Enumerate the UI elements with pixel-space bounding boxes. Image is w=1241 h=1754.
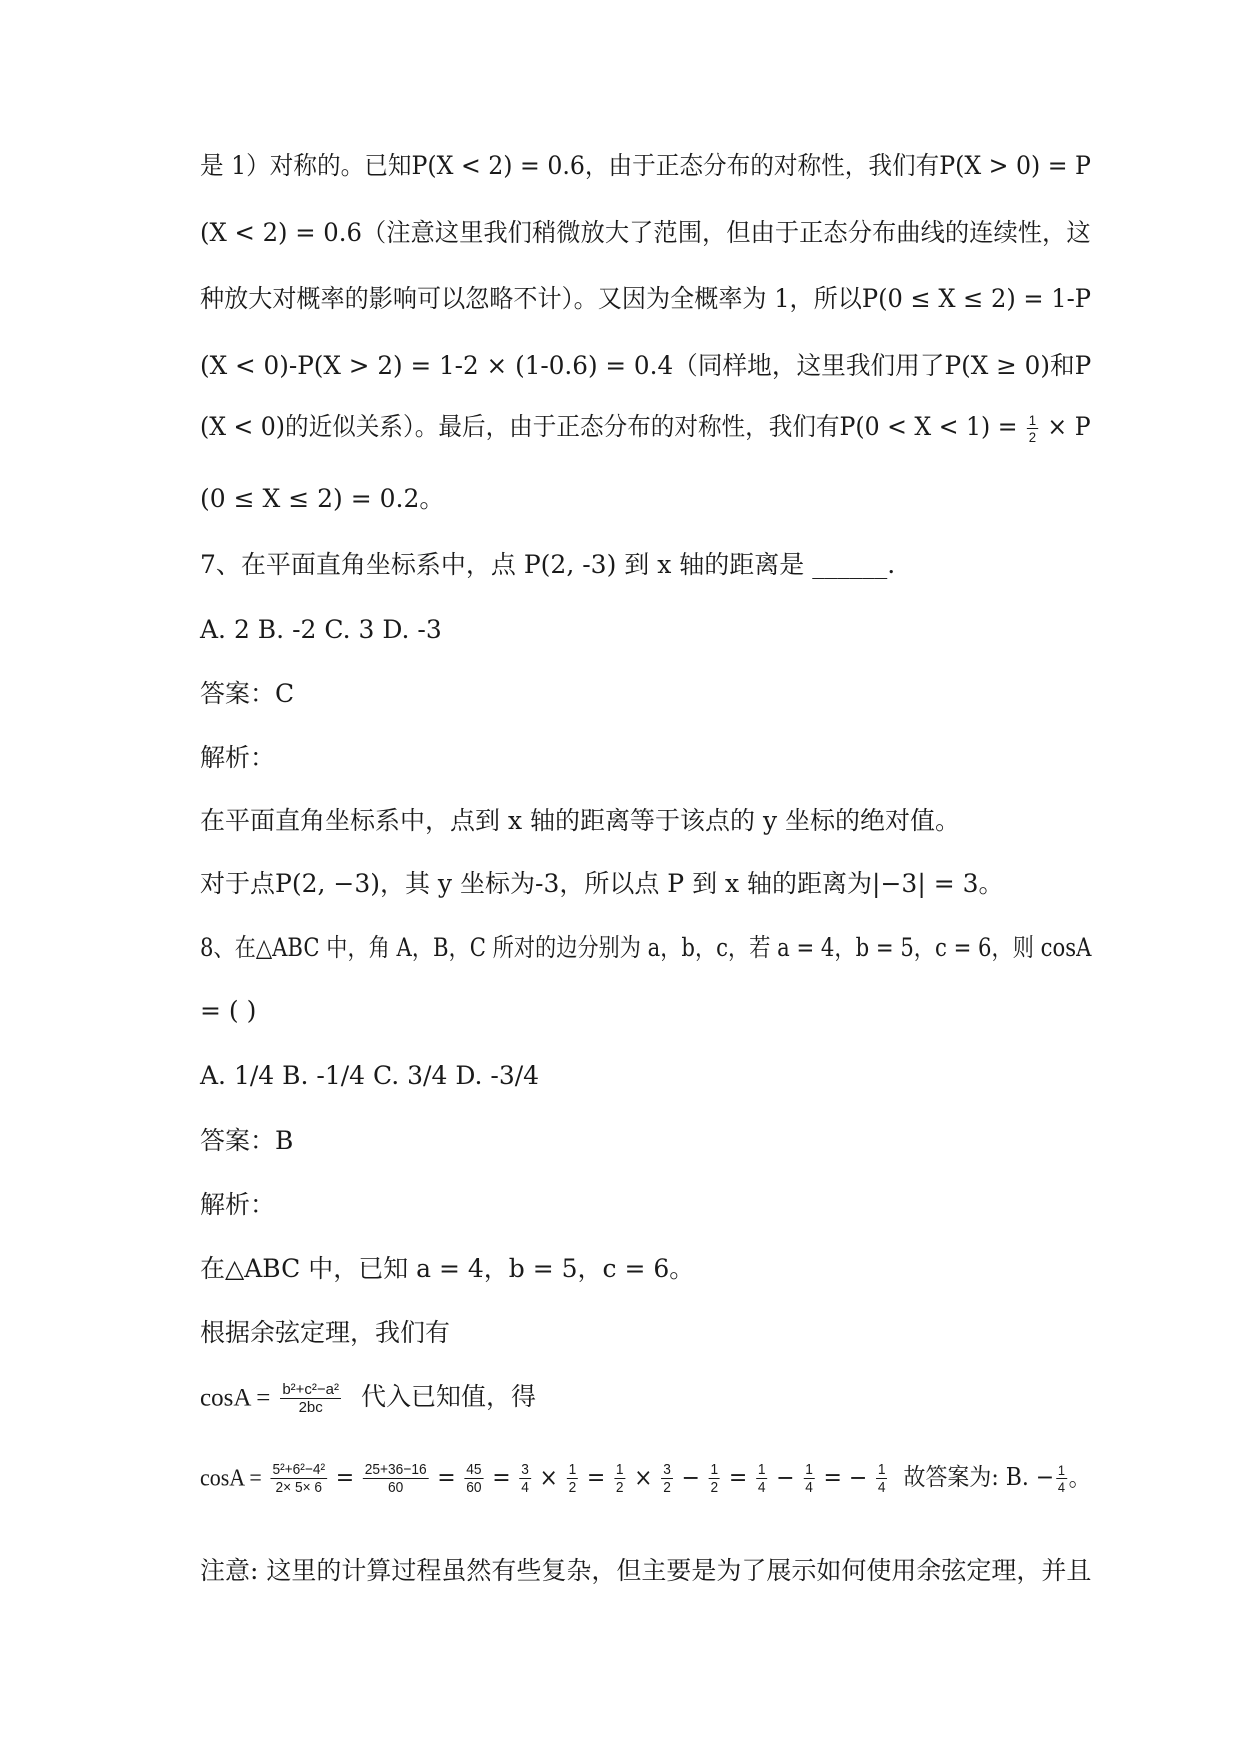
question-7-answer: 答案：C	[200, 679, 295, 708]
text-line: 是 1）对称的。已知P(X < 2) = 0.6，由于正态分布的对称性，我们有P(X > 0) = P	[200, 151, 1091, 180]
fraction	[876, 1461, 887, 1497]
fraction	[363, 1461, 428, 1497]
text-segment: × P	[1047, 412, 1091, 442]
fraction-numerator: 1	[710, 1461, 719, 1478]
fraction-denominator: 2	[663, 1479, 671, 1497]
fraction-numerator: 3	[521, 1461, 529, 1478]
question-7: 7、在平面直角坐标系中，点 P(2, -3) 到 x 轴的距离是 ______.	[200, 550, 896, 579]
minus-sign: −	[681, 1463, 700, 1492]
note-text: 注意: 这里的计算过程虽然有些复杂，但主要是为了展示如何使用余弦定理，并且	[200, 1556, 1092, 1585]
equals-sign: = −	[823, 1463, 868, 1492]
text-line: (X < 0)-P(X > 2) = 1-2 × (1-0.6) = 0.4（同样地，这里我们用了P(X ≥ 0)和P	[200, 351, 1092, 380]
fraction	[614, 1461, 625, 1497]
question-8-options: A. 1/4 B. -1/4 C. 3/4 D. -3/4	[200, 1061, 540, 1090]
fraction-numerator: 1	[757, 1461, 766, 1478]
question-7-options: A. 2 B. -2 C. 3 D. -3	[200, 615, 442, 644]
text-line: (0 ≤ X ≤ 2) = 0.2。	[200, 484, 445, 513]
fraction-denominator: 4	[805, 1479, 813, 1497]
question-8-answer: 答案：B	[200, 1126, 294, 1155]
answer-text-end: 。	[1068, 1463, 1091, 1492]
fraction-denominator: 2bc	[298, 1399, 323, 1417]
answer-text: 故答案为: B. −	[903, 1463, 1055, 1492]
fraction-numerator: b²+c²−a²	[282, 1381, 340, 1398]
question-7-analysis-label: 解析：	[200, 743, 276, 772]
equals-sign: =	[492, 1463, 511, 1492]
question-7-analysis: 在平面直角坐标系中，点到 x 轴的距离等于该点的 y 坐标的绝对值。	[200, 806, 961, 835]
fraction-numerator: 1	[805, 1461, 813, 1478]
question-8-analysis: 在△ABC 中，已知 a = 4，b = 5，c = 6。	[200, 1254, 695, 1283]
text-segment: (X < 0)的近似关系）。最后，由于正态分布的对称性，我们有P(0 < X < 1) =	[200, 412, 1018, 442]
fraction-numerator: 3	[663, 1461, 671, 1478]
fraction	[661, 1461, 672, 1497]
text-line: 种放大对概率的影响可以忽略不计）。又因为全概率为 1，所以P(0 ≤ X ≤ 2) = 1-P	[200, 284, 1092, 313]
fraction-numerator: 1	[568, 1461, 577, 1478]
fraction-numerator: 1	[1028, 412, 1037, 428]
fraction-numerator: 25+36−16	[364, 1461, 427, 1478]
equals-sign: =	[586, 1463, 606, 1492]
fraction-numerator: 45	[466, 1461, 482, 1478]
fraction	[280, 1381, 341, 1417]
question-8-continued: = ( )	[200, 996, 257, 1025]
fraction	[709, 1461, 720, 1497]
fraction	[1027, 412, 1038, 445]
question-8-analysis-label: 解析：	[200, 1190, 276, 1219]
text-line: (X < 2) = 0.6（注意这里我们稍微放大了范围，但由于正态分布曲线的连续性，这	[200, 218, 1091, 247]
equals-sign: =	[728, 1463, 748, 1492]
fraction	[567, 1461, 578, 1497]
fraction-denominator: 4	[877, 1479, 886, 1497]
fraction-denominator: 2	[615, 1479, 624, 1497]
times-sign: ×	[539, 1463, 558, 1492]
equals-sign: =	[335, 1463, 355, 1492]
formula-lhs: cosA =	[200, 1384, 271, 1412]
fraction	[803, 1461, 814, 1497]
formula-tail: 代入已知值，得	[360, 1382, 536, 1412]
equals-sign: =	[437, 1463, 456, 1492]
substitution-formula	[200, 1461, 1091, 1497]
question-8: 8、在△ABC 中，角 A，B，C 所对的边分别为 a，b，c，若 a = 4，b = 5，c = 6，则 cosA	[200, 933, 1092, 962]
question-7-analysis: 对于点P(2, −3)，其 y 坐标为-3，所以点 P 到 x 轴的距离为|−3| = 3。	[200, 869, 1004, 898]
fraction-denominator: 4	[757, 1479, 766, 1497]
text-line	[200, 412, 1091, 445]
fraction-denominator: 2× 5× 6	[275, 1479, 323, 1497]
formula-lhs: cosA =	[200, 1465, 262, 1492]
fraction-denominator: 60	[388, 1479, 404, 1497]
fraction-numerator: 5²+6²−4²	[272, 1461, 326, 1478]
fraction-denominator: 4	[1057, 1479, 1066, 1496]
fraction-denominator: 60	[466, 1479, 482, 1497]
fraction-numerator: 1	[615, 1461, 624, 1478]
fraction	[1056, 1462, 1067, 1495]
fraction-denominator: 2	[568, 1479, 577, 1497]
fraction-numerator: 1	[1057, 1462, 1066, 1479]
fraction-denominator: 2	[710, 1479, 719, 1497]
fraction-denominator: 2	[1028, 429, 1037, 446]
minus-sign: −	[776, 1463, 795, 1492]
fraction-denominator: 4	[521, 1479, 529, 1497]
cosine-rule-formula	[200, 1381, 536, 1417]
question-8-analysis: 根据余弦定理，我们有	[200, 1318, 451, 1347]
times-sign: ×	[634, 1463, 653, 1492]
fraction-numerator: 1	[877, 1461, 886, 1478]
fraction	[756, 1461, 767, 1497]
fraction	[464, 1461, 483, 1497]
fraction	[271, 1461, 327, 1497]
fraction	[519, 1461, 530, 1497]
